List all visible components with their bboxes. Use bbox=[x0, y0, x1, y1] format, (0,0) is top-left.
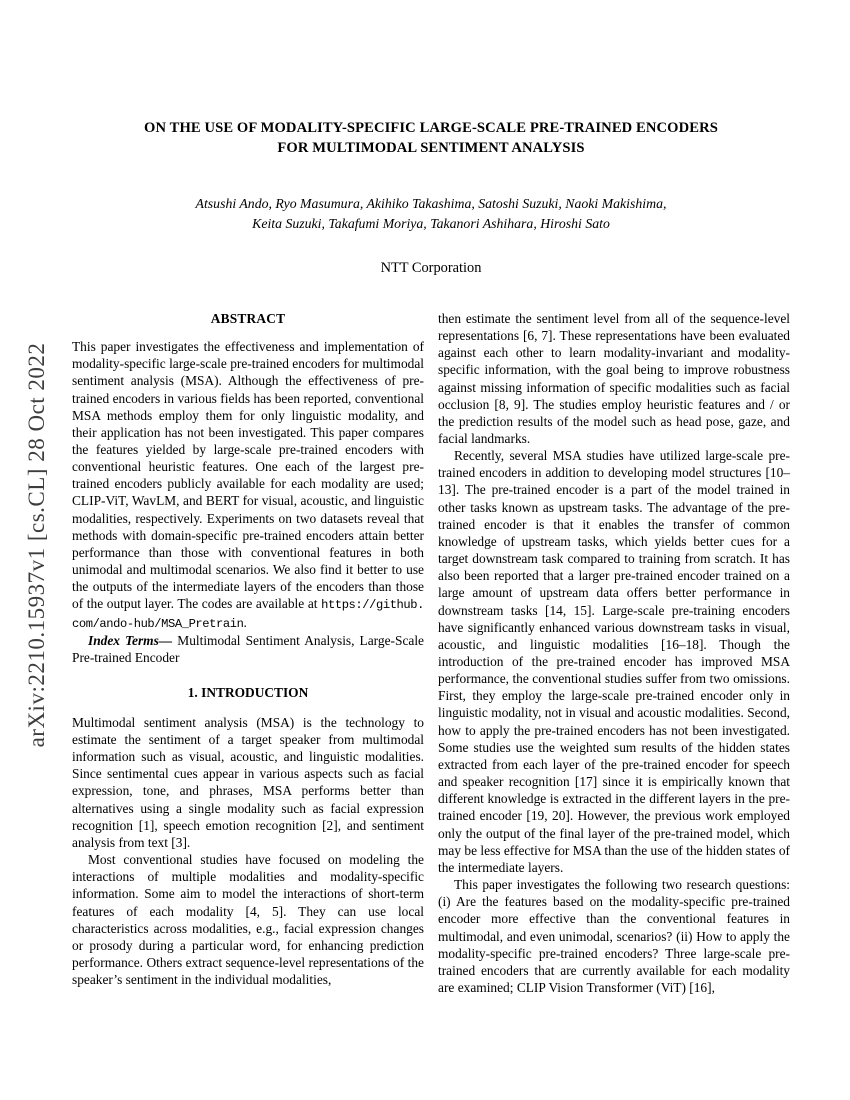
author-line-1: Atsushi Ando, Ryo Masumura, Akihiko Takashima, Satoshi Suzuki, Naoki Makishima, bbox=[195, 196, 667, 212]
arxiv-watermark-text: arXiv:2210.15937v1 [cs.CL] 28 Oct 2022 bbox=[24, 342, 49, 748]
intro-paragraph-1: Multimodal sentiment analysis (MSA) is the technology to estimate the sentiment of a target speaker from multimodal information such as visual, acoustic, and linguistic modalities. Since sentimental cues appear in various aspects such as facial expression, tone, and phrases, MSA performs better than alternatives using a single modality such as facial expression recognition [1], speech emotion recognition [2], and sentiment analysis from text [3]. bbox=[72, 714, 424, 850]
arxiv-watermark bbox=[24, 343, 50, 748]
author-list bbox=[72, 194, 790, 233]
section-1-heading: 1. INTRODUCTION bbox=[187, 684, 309, 700]
intro-paragraph-2: Most conventional studies have focused on modeling the interactions of multiple modalities and modality-specific information. Some aim to model the interactions of short-term features of each modality [4, 5]. They can use local characteristics across modalities, e.g., facial expression changes or prosody during a particular word, for enhancing prediction performance. Others extract sequence-level representations of the speaker’s sentiment in the individual modalities, bbox=[72, 852, 424, 988]
abstract-paragraph bbox=[72, 338, 424, 632]
right-paragraph-3: This paper investigates the following two research questions: (i) Are the features based on the modality-specific pre-trained encoder more effective than the conventional features in multimodal, and even unimodal, scenarios? (ii) How to apply the modality-specific pre-trained encoders? Three large-scale pre-trained encoders that are currently available for each modality are examined; CLIP Vision Transformer (ViT) [16], bbox=[438, 877, 790, 995]
right-paragraph-2: Recently, several MSA studies have utilized large-scale pre-trained encoders in addition to developing model structures [10–13]. The pre-trained encoder is a part of the model trained in other tasks known as upstream tasks. The advantage of the pre-trained encoder is that it enables the transfer of common knowledge of upstream tasks, which yields better cues for a target downstream task compared to training from scratch. It has also been reported that a larger pre-trained encoder trained on a large amount of upstream data offers better performance in downstream tasks [14, 15]. Large-scale pre-training encoders have significantly enhanced various downstream tasks in visual, acoustic, and linguistic modalities [16–18]. Though the introduction of the pre-trained encoder has improved MSA performance, the conventional studies suffer from two omissions. First, they employ the large-scale pre-trained encoder only in linguistic modality, not in visual and acoustic modalities. Second, how to apply the pre-trained encoders has not been investigated. Some studies use the weighted sum results of the hidden states extracted from each layer of the pre-trained encoder for speech and speaker recognition [17] since it is empirically known that different knowledge is extracted in the different layers in the pre-trained encoder [19, 20]. However, the previous work employed only the output of the final layer of the pre-trained model, which may be less effective for MSA than the use of the hidden states of the intermediate layers. bbox=[438, 448, 790, 875]
github-link[interactable]: https://github.com/ando-hub/MSA_Pretrain bbox=[72, 598, 424, 631]
paper-title bbox=[72, 118, 790, 158]
abstract-text-after-link: . bbox=[243, 614, 247, 630]
right-column bbox=[438, 310, 790, 996]
left-column bbox=[72, 310, 424, 996]
index-terms-text: Multimodal Sentiment Analysis, Large-Scale Pre-trained Encoder bbox=[72, 633, 424, 666]
abstract-text: This paper investigates the effectiveness and implementation of modality-specific large-scale pre-trained encoders for multimodal sentiment analysis (MSA). Although the effectiveness of pre-trained encoders in various fields has been reported, conventional MSA methods employ them for only linguistic modality, and their application has not been investigated. This paper compares the features yielded by large-scale pre-trained encoders with conventional heuristic features. One each of the largest pre-trained encoders publicly available for each modality are used; CLIP-ViT, WavLM, and BERT for visual, acoustic, and linguistic modalities, respectively. Experiments on two datasets reveal that methods with domain-specific pre-trained encoders attain better performance than those with conventional features in both unimodal and multimodal scenarios. We also find it better to use the outputs of the intermediate layers of the encoders than those of the output layer. The codes are available at bbox=[72, 339, 424, 612]
index-terms-label: Index Terms— bbox=[88, 633, 173, 649]
paper-title-line2: FOR MULTIMODAL SENTIMENT ANALYSIS bbox=[277, 140, 585, 157]
index-terms bbox=[72, 632, 424, 666]
right-paragraph-1: then estimate the sentiment level from all of the sequence-level representations [6, 7]. These representations have been evaluated against each other to learn modality-invariant and modality-specific information, with the goal being to improve robustness against missing information of specific modalities such as facial occlusion [8, 9]. The studies employ heuristic features and / or the prediction results of the model such as head pose, gaze, and facial landmarks. bbox=[438, 310, 790, 446]
affiliation: NTT Corporation bbox=[380, 259, 482, 276]
abstract-heading: ABSTRACT bbox=[210, 310, 286, 326]
two-column-body bbox=[72, 310, 790, 996]
author-line-2: Keita Suzuki, Takafumi Moriya, Takanori Ashihara, Hiroshi Sato bbox=[252, 215, 610, 231]
paper-title-line1: ON THE USE OF MODALITY-SPECIFIC LARGE-SCALE PRE-TRAINED ENCODERS bbox=[144, 120, 718, 136]
